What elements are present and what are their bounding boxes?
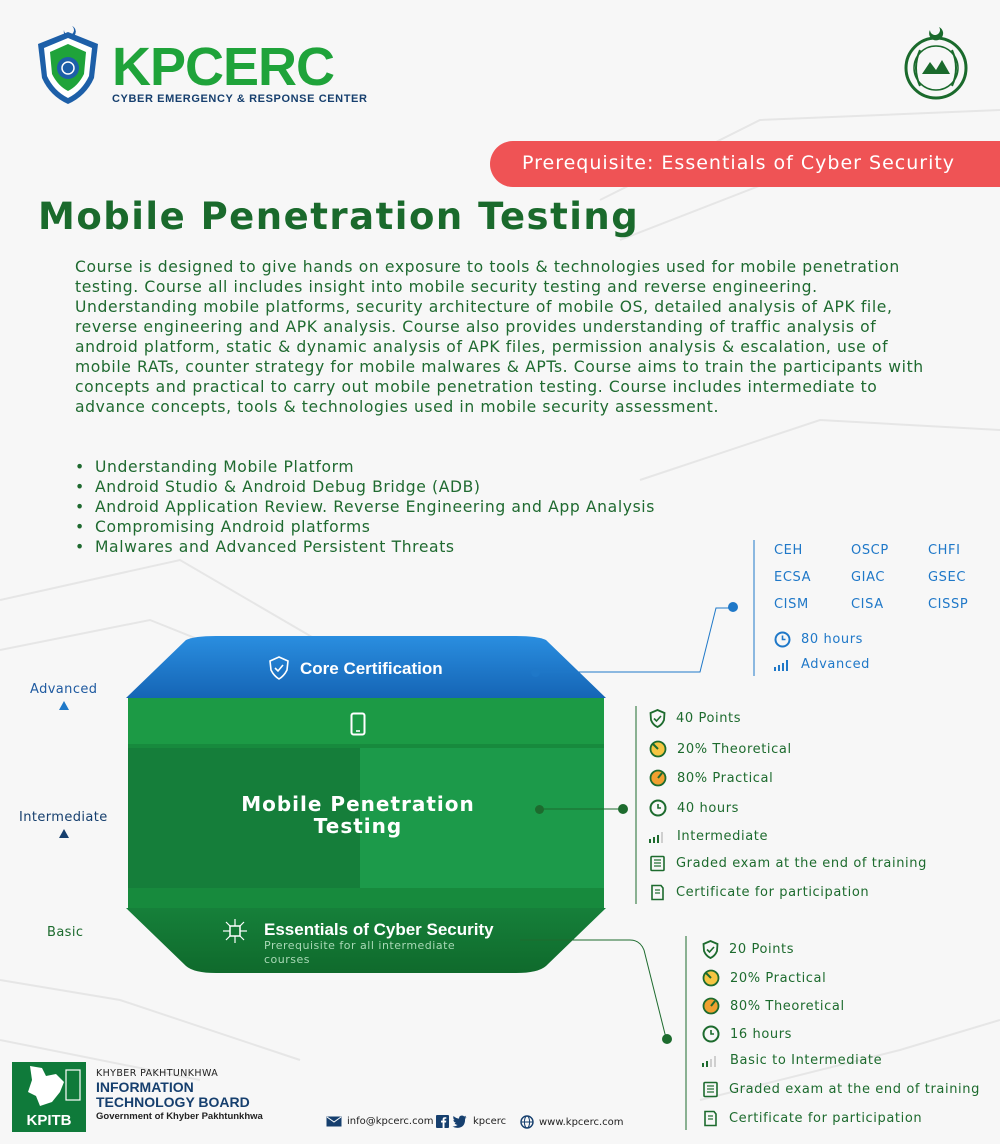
core-certification-label: Core Certification xyxy=(300,659,443,678)
base-points-value: 20 Points xyxy=(729,942,795,957)
clock-icon xyxy=(702,1025,720,1043)
base-hours-value: 16 hours xyxy=(730,1026,793,1042)
main-certificate xyxy=(649,884,869,901)
list-item: CISA xyxy=(851,597,884,612)
base-certificate-value: Certificate for participation xyxy=(729,1111,923,1126)
main-practical xyxy=(649,769,773,787)
main-course-title-line1: Mobile Penetration xyxy=(241,792,475,816)
contact-website-text: www.kpcerc.com xyxy=(539,1116,624,1128)
list-item: • Malwares and Advanced Persistent Threats xyxy=(75,537,655,557)
base-points xyxy=(702,940,794,959)
contact-social-text: kpcerc xyxy=(473,1116,507,1127)
main-certificate-value: Certificate for participation xyxy=(676,885,870,900)
list-item: • Android Application Review. Reverse Engineering and App Analysis xyxy=(75,497,655,517)
base-hours xyxy=(702,1025,792,1043)
exam-sheet-icon xyxy=(649,855,666,872)
base-certificate xyxy=(702,1110,922,1127)
list-item: OSCP xyxy=(851,543,889,558)
list-item: • Android Studio & Android Debug Bridge (ADB) xyxy=(75,477,655,497)
certification-list xyxy=(774,543,1000,612)
contact-email-text: info@kpcerc.com xyxy=(347,1116,434,1127)
kpitb-line4: Government of Khyber Pakhtunkhwa xyxy=(96,1111,263,1122)
certificate-icon xyxy=(649,884,666,901)
brand-subtitle: CYBER EMERGENCY & RESPONSE CENTER xyxy=(112,93,368,105)
gauge-icon xyxy=(702,969,720,987)
main-level xyxy=(649,829,768,844)
main-exam xyxy=(649,855,927,872)
shield-check-icon xyxy=(702,940,719,959)
level-basic: Basic xyxy=(47,925,84,940)
base-theoretical xyxy=(702,997,845,1015)
list-item: CEH xyxy=(774,543,803,558)
core-level-value: Advanced xyxy=(801,657,871,672)
kpitb-logo xyxy=(12,1062,86,1132)
twitter-icon xyxy=(452,1115,467,1128)
shield-check-icon xyxy=(649,709,666,728)
certificate-icon xyxy=(702,1110,719,1127)
contact-social[interactable] xyxy=(436,1115,506,1128)
list-item: • Understanding Mobile Platform xyxy=(75,457,655,477)
contact-email[interactable] xyxy=(326,1116,433,1127)
gauge-icon xyxy=(649,769,667,787)
main-theoretical-value: 20% Theoretical xyxy=(677,741,792,757)
list-item: CHFI xyxy=(928,543,961,558)
list-item: • Compromising Android platforms xyxy=(75,517,655,537)
main-practical-value: 80% Practical xyxy=(677,770,774,786)
signal-bars-icon xyxy=(649,830,667,843)
base-level xyxy=(702,1053,882,1068)
gauge-icon xyxy=(702,997,720,1015)
gauge-icon xyxy=(649,740,667,758)
kpitb-badge-text: KPITB xyxy=(26,1112,72,1129)
base-level-value: Basic to Intermediate xyxy=(730,1053,883,1068)
kpitb-line1: KHYBER PAKHTUNKHWA xyxy=(96,1068,219,1079)
core-level xyxy=(774,657,870,672)
signal-bars-icon xyxy=(702,1054,720,1067)
main-course-title-line2: Testing xyxy=(313,814,403,838)
base-theoretical-value: 80% Theoretical xyxy=(730,998,845,1014)
list-item: CISM xyxy=(774,597,809,612)
base-exam-value: Graded exam at the end of training xyxy=(729,1082,980,1097)
exam-sheet-icon xyxy=(702,1081,719,1098)
main-theoretical xyxy=(649,740,792,758)
mail-icon xyxy=(326,1116,342,1127)
page-title: Mobile Penetration Testing xyxy=(38,195,640,238)
base-practical-value: 20% Practical xyxy=(730,970,827,986)
signal-bars-icon xyxy=(774,658,791,671)
list-item: ECSA xyxy=(774,570,812,585)
core-hours xyxy=(774,631,863,648)
base-course-title: Essentials of Cyber Security xyxy=(264,920,494,939)
main-hours xyxy=(649,799,739,817)
prerequisite-banner: Prerequisite: Essentials of Cyber Security xyxy=(490,141,1000,187)
contact-website[interactable] xyxy=(520,1115,624,1129)
level-intermediate: Intermediate xyxy=(19,810,108,825)
facebook-icon xyxy=(436,1115,449,1128)
level-advanced: Advanced xyxy=(30,682,98,697)
brand-name: KPCERC xyxy=(112,37,335,97)
main-exam-value: Graded exam at the end of training xyxy=(676,856,927,871)
globe-icon xyxy=(520,1115,534,1129)
base-practical xyxy=(702,969,826,987)
list-item: CISSP xyxy=(928,597,969,612)
kp-map-icon xyxy=(12,1062,86,1110)
main-points-value: 40 Points xyxy=(676,711,742,726)
main-points xyxy=(649,709,741,728)
course-description: Course is designed to give hands on exposure to tools & technologies used for mobile penetration testing. Course all includes insight into mobile security testing and reverse engineering. Understanding mobile platforms, security architecture of mobile OS, detailed analysis of APK file, reverse engineering and APK analysis. Course also provides understanding of traffic analysis of android platform, static & dynamic analysis of APK files, permission analysis & escalation, use of mobile RATs, counter strategy for mobile malwares & APTs. Course aims to train the participants with concepts and practical to carry out mobile penetration testing. Course includes intermediate to advance concepts, tools & technologies used in mobile security assessment. xyxy=(75,258,924,416)
kpitb-line3: TECHNOLOGY BOARD xyxy=(96,1094,250,1110)
clock-icon xyxy=(774,631,791,648)
core-hours-value: 80 hours xyxy=(801,632,864,647)
base-course-subtitle: Prerequisite for all intermediate courses xyxy=(264,939,456,966)
main-hours-value: 40 hours xyxy=(677,800,740,816)
kpitb-line2: INFORMATION xyxy=(96,1079,194,1095)
base-exam xyxy=(702,1081,980,1098)
clock-icon xyxy=(649,799,667,817)
list-item: GSEC xyxy=(928,570,967,585)
main-level-value: Intermediate xyxy=(677,829,769,844)
list-item: GIAC xyxy=(851,570,886,585)
